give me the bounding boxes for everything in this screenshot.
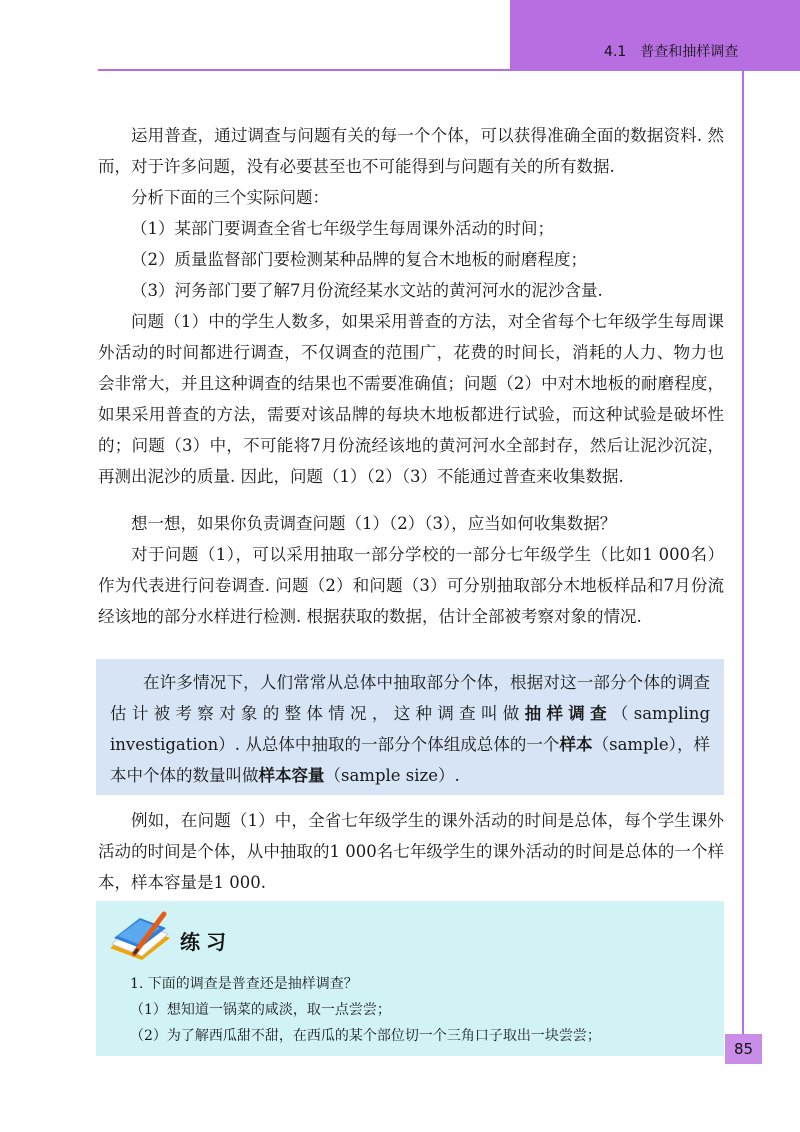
definition-text-part: （sample），样本中个体的数量叫做 — [110, 735, 711, 785]
page-number: 85 — [725, 1034, 762, 1064]
notebook-pencil-icon — [104, 908, 174, 963]
paragraph-census-intro: 运用普查，通过调查与问题有关的每一个个体，可以获得准确全面的数据资料. 然而，对于许多问题，没有必要甚至也不可能得到与问题有关的所有数据. — [98, 126, 724, 176]
paragraph-think: 想一想，如果你负责调查问题（1）（2）（3），应当如何收集数据？ — [131, 514, 617, 533]
term-sampling-investigation: 抽样调查 — [524, 704, 612, 723]
running-header — [604, 41, 738, 63]
exercise-title: 练习 — [180, 930, 232, 954]
problem-3: （3）河务部门要了解7月份流经某水文站的黄河河水的泥沙含量. — [131, 281, 603, 300]
paragraph-example: 例如，在问题（1）中，全省七年级学生的课外活动的时间是总体，每个学生课外活动的时间是个体，从中抽取的1 000名七年级学生的课外活动的时间是总体的一个样本，样本容量是1 000. — [98, 811, 724, 892]
exercise-item-1: （1）想知道一锅菜的咸淡，取一点尝尝； — [130, 1002, 391, 1018]
problem-2: （2）质量监督部门要检测某种品牌的复合木地板的耐磨程度； — [131, 250, 587, 269]
definition-box — [96, 659, 724, 795]
margin-rule — [742, 70, 744, 1034]
section-number: 4.1 — [604, 44, 627, 60]
paragraph-analyze: 分析下面的三个实际问题： — [131, 188, 329, 207]
term-sample: 样本 — [559, 735, 593, 754]
exercise-item-2: （2）为了解西瓜甜不甜，在西瓜的某个部位切一个三角口子取出一块尝尝； — [130, 1028, 601, 1044]
definition-text-part: （sampling investigation）. 从总体中抽取的一部分个体组成总体的一个 — [110, 704, 711, 754]
paragraph-analysis: 问题（1）中的学生人数多，如果采用普查的方法，对全省每个七年级学生每周课外活动的时间都进行调查，不仅调查的范围广，花费的时间长，消耗的人力、物力也会非常大，并且这种调查的结果也不需要准确值；问题（2）中对木地板的耐磨程度，如果采用普查的方法，需要对该品牌的每块木地板都进行试验，而这种试验是破坏性的；问题（3）中，不可能将7月份流经该地的黄河河水全部封存，然后让泥沙沉淀，再测出泥沙的质量. 因此，问题（1）（2）（3）不能通过普查来收集数据. — [98, 312, 724, 486]
problem-1: （1）某部门要调查全省七年级学生每周课外活动的时间； — [131, 219, 554, 238]
definition-text — [110, 667, 710, 791]
term-sample-size: 样本容量 — [258, 766, 325, 785]
definition-text-part: 在许多情况下，人们常常从总体中抽取部分个体，根据对这一部分个体的调查估计被考察对象的整体情况，这种调查叫做 — [110, 673, 710, 723]
definition-text-part: （sample size）. — [324, 766, 460, 785]
section-title: 普查和抽样调查 — [640, 44, 739, 60]
exercise-question-1: 1. 下面的调查是普查还是抽样调查？ — [130, 976, 358, 992]
header-rule — [98, 69, 800, 71]
paragraph-sampling-method: 对于问题（1），可以采用抽取一部分学校的一部分七年级学生（比如1 000名）作为代表进行问卷调查. 问题（2）和问题（3）可分别抽取部分木地板样品和7月份流经该地的部分水样进行检测. 根据获取的数据，估计全部被考察对象的情况. — [98, 545, 724, 626]
